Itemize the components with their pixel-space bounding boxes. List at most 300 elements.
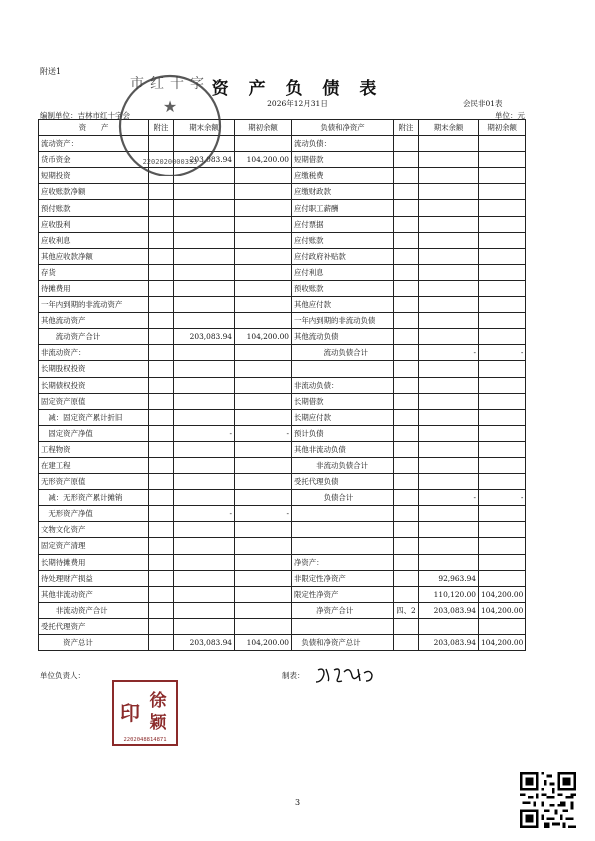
col-end-balance: 期末余额 [419,120,479,136]
svg-text:徐: 徐 [149,691,167,711]
cell-liability-item: 应缴税费 [292,168,394,184]
col-note: 附注 [149,120,174,136]
svg-text:颖: 颖 [149,713,167,733]
cell-liability-note [394,264,419,280]
cell-asset-item: 流动资产合计 [39,329,149,345]
cell-asset-begin-balance [235,248,292,264]
cell-liability-note [394,441,419,457]
cell-liability-end-balance: 203,083.94 [419,635,479,651]
cell-asset-note [149,329,174,345]
cell-asset-begin-balance [235,280,292,296]
cell-liability-end-balance [419,168,479,184]
cell-liability-note [394,152,419,168]
cell-liability-begin-balance [479,393,526,409]
cell-liability-end-balance [419,361,479,377]
cell-liability-begin-balance: 104,200.00 [479,635,526,651]
personal-seal [112,680,178,746]
cell-asset-item: 无形资产净值 [39,506,149,522]
cell-liability-end-balance [419,184,479,200]
cell-asset-item: 其他非流动资产 [39,586,149,602]
cell-liability-note [394,457,419,473]
cell-asset-begin-balance [235,441,292,457]
cell-liability-begin-balance [479,248,526,264]
cell-asset-item: 其他流动资产 [39,313,149,329]
cell-asset-note [149,313,174,329]
cell-asset-end-balance [174,602,235,618]
svg-text:印: 印 [120,701,140,725]
table-row [39,345,526,361]
cell-asset-begin-balance [235,538,292,554]
table-row [39,441,526,457]
cell-asset-note [149,506,174,522]
cell-asset-end-balance [174,490,235,506]
cell-liability-begin-balance [479,313,526,329]
cell-asset-end-balance [174,570,235,586]
cell-liability-begin-balance: 104,200.00 [479,602,526,618]
cell-liability-end-balance [419,200,479,216]
cell-asset-note [149,602,174,618]
table-row [39,554,526,570]
cell-liability-item: 非限定性净资产 [292,570,394,586]
cell-asset-begin-balance [235,522,292,538]
cell-asset-item: 无形资产原值 [39,474,149,490]
cell-liability-item: 流动负债合计 [292,345,394,361]
cell-liability-note [394,345,419,361]
cell-liability-end-balance: 110,120.00 [419,586,479,602]
cell-asset-end-balance: - [174,506,235,522]
cell-liability-note [394,570,419,586]
cell-asset-end-balance [174,586,235,602]
cell-liability-end-balance [419,297,479,313]
cell-asset-end-balance [174,361,235,377]
cell-liability-note [394,297,419,313]
cell-liability-end-balance [419,329,479,345]
cell-asset-end-balance [174,264,235,280]
cell-liability-end-balance [419,152,479,168]
cell-asset-note [149,409,174,425]
cell-asset-begin-balance [235,361,292,377]
cell-asset-item: 流动资产： [39,136,149,152]
cell-asset-note [149,554,174,570]
cell-asset-item: 待处理财产损益 [39,570,149,586]
table-row [39,184,526,200]
cell-asset-end-balance [174,554,235,570]
cell-liability-item: 长期借款 [292,393,394,409]
table-row [39,490,526,506]
cell-asset-end-balance [174,248,235,264]
cell-liability-note [394,168,419,184]
cell-liability-begin-balance [479,425,526,441]
cell-liability-note [394,618,419,634]
cell-liability-item: 其他流动负债 [292,329,394,345]
form-number: 会民非01表 [463,99,503,108]
cell-liability-note [394,409,419,425]
cell-asset-item: 非流动资产合计 [39,602,149,618]
cell-liability-begin-balance [479,232,526,248]
svg-text:2202048814871: 2202048814871 [123,737,167,743]
cell-liability-begin-balance [479,570,526,586]
table-row [39,216,526,232]
cell-asset-item: 一年内到期的非流动资产 [39,297,149,313]
cell-liability-item: 预收账款 [292,280,394,296]
cell-asset-note [149,425,174,441]
table-row [39,570,526,586]
cell-liability-begin-balance: - [479,345,526,361]
cell-liability-note [394,136,419,152]
cell-liability-begin-balance [479,136,526,152]
cell-asset-item: 非流动资产： [39,345,149,361]
cell-liability-begin-balance [479,506,526,522]
cell-liability-end-balance [419,441,479,457]
cell-liability-end-balance [419,425,479,441]
cell-asset-begin-balance [235,618,292,634]
cell-asset-item: 存货 [39,264,149,280]
cell-asset-note [149,474,174,490]
cell-asset-begin-balance [235,554,292,570]
cell-liability-begin-balance [479,152,526,168]
table-row [39,361,526,377]
attachment-label: 附送1 [40,67,62,76]
handwritten-signature [306,664,416,686]
report-date: 2026年12月31日 [267,99,328,108]
cell-asset-item: 长期股权投资 [39,361,149,377]
cell-asset-end-balance [174,441,235,457]
cell-asset-begin-balance [235,264,292,280]
cell-asset-note [149,538,174,554]
cell-liability-item [292,506,394,522]
cell-asset-begin-balance [235,377,292,393]
cell-liability-item: 应缴财政款 [292,184,394,200]
cell-liability-end-balance [419,457,479,473]
cell-asset-note [149,618,174,634]
svg-text:2202020000353: 2202020000353 [142,158,198,166]
official-stamp [100,60,240,176]
cell-asset-begin-balance: - [235,425,292,441]
cell-liability-item: 限定性净资产 [292,586,394,602]
cell-asset-item: 应收账款净额 [39,184,149,200]
col-end-balance: 期末余额 [174,120,235,136]
cell-liability-note [394,506,419,522]
cell-asset-item: 资产总计 [39,635,149,651]
cell-asset-item: 固定资产清理 [39,538,149,554]
cell-asset-begin-balance [235,136,292,152]
cell-liability-item [292,522,394,538]
cell-liability-item: 应付职工薪酬 [292,200,394,216]
table-row [39,280,526,296]
table-row [39,297,526,313]
cell-asset-note [149,248,174,264]
cell-asset-item: 在建工程 [39,457,149,473]
cell-asset-end-balance [174,184,235,200]
cell-liability-item: 一年内到期的非流动负债 [292,313,394,329]
cell-asset-begin-balance: 104,200.00 [235,635,292,651]
cell-asset-note [149,635,174,651]
cell-liability-end-balance [419,618,479,634]
cell-asset-end-balance [174,377,235,393]
cell-liability-begin-balance [479,538,526,554]
cell-liability-begin-balance [479,329,526,345]
cell-asset-note [149,264,174,280]
cell-liability-begin-balance [479,409,526,425]
cell-liability-item: 净资产合计 [292,602,394,618]
cell-liability-note [394,232,419,248]
cell-liability-begin-balance [479,441,526,457]
cell-liability-item: 非流动负债合计 [292,457,394,473]
cell-asset-note [149,297,174,313]
cell-asset-note [149,184,174,200]
cell-liability-begin-balance [479,618,526,634]
currency-unit: 单位：元 [495,111,525,120]
cell-liability-note [394,216,419,232]
cell-asset-note [149,345,174,361]
cell-asset-note [149,490,174,506]
cell-asset-end-balance [174,280,235,296]
cell-asset-begin-balance: - [235,506,292,522]
cell-asset-begin-balance: 104,200.00 [235,329,292,345]
cell-asset-begin-balance [235,393,292,409]
cell-liability-begin-balance [479,168,526,184]
cell-asset-note [149,457,174,473]
cell-liability-note [394,635,419,651]
cell-liability-begin-balance [479,200,526,216]
cell-liability-item: 其他非流动负债 [292,441,394,457]
cell-liability-end-balance: - [419,345,479,361]
cell-liability-begin-balance [479,184,526,200]
cell-asset-begin-balance [235,409,292,425]
cell-asset-item: 待摊费用 [39,280,149,296]
cell-liability-end-balance [419,216,479,232]
cell-liability-note [394,554,419,570]
cell-liability-begin-balance [479,377,526,393]
cell-liability-note [394,586,419,602]
cell-asset-begin-balance [235,200,292,216]
cell-liability-item: 非流动负债： [292,377,394,393]
table-row [39,264,526,280]
cell-asset-note [149,586,174,602]
cell-asset-note [149,441,174,457]
cell-liability-note [394,200,419,216]
table-body [39,136,526,651]
balance-sheet-table [38,119,526,651]
cell-liability-end-balance [419,313,479,329]
cell-liability-note [394,538,419,554]
cell-liability-end-balance [419,409,479,425]
cell-liability-note [394,522,419,538]
cell-asset-end-balance [174,457,235,473]
cell-liability-begin-balance [479,216,526,232]
cell-asset-item: 工程物资 [39,441,149,457]
cell-asset-item: 货币资金 [39,152,149,168]
cell-liability-item: 净资产： [292,554,394,570]
table-row [39,586,526,602]
cell-asset-end-balance [174,313,235,329]
cell-liability-note [394,474,419,490]
cell-liability-end-balance [419,538,479,554]
cell-liability-end-balance [419,393,479,409]
cell-liability-note [394,329,419,345]
cell-asset-item: 受托代理资产 [39,618,149,634]
cell-asset-note [149,361,174,377]
cell-liability-note [394,248,419,264]
cell-asset-item: 文物文化资产 [39,522,149,538]
cell-liability-end-balance: 92,963.94 [419,570,479,586]
col-begin-balance: 期初余额 [479,120,526,136]
cell-liability-begin-balance [479,457,526,473]
cell-asset-begin-balance [235,474,292,490]
cell-liability-item: 流动负债： [292,136,394,152]
cell-asset-item: 减：固定资产累计折旧 [39,409,149,425]
cell-liability-note [394,377,419,393]
cell-liability-note [394,184,419,200]
cell-asset-note [149,393,174,409]
cell-liability-begin-balance: - [479,490,526,506]
cell-asset-end-balance [174,409,235,425]
table-row [39,602,526,618]
table-row [39,232,526,248]
cell-asset-end-balance: 203,083.94 [174,152,235,168]
cell-asset-end-balance [174,522,235,538]
cell-asset-begin-balance [235,586,292,602]
table-row [39,393,526,409]
page-title: 资 产 负 债 表 [211,79,384,99]
cell-liability-item [292,538,394,554]
cell-asset-begin-balance [235,345,292,361]
cell-asset-end-balance [174,618,235,634]
table-row [39,425,526,441]
cell-liability-item: 其他应付款 [292,297,394,313]
cell-asset-begin-balance [235,602,292,618]
cell-liability-end-balance [419,506,479,522]
cell-liability-end-balance [419,264,479,280]
responsible-label: 单位负责人： [40,671,85,680]
cell-asset-item: 预付账款 [39,200,149,216]
table-row [39,635,526,651]
col-asset: 资 产 [39,120,149,136]
cell-liability-item: 预计负债 [292,425,394,441]
cell-asset-begin-balance [235,216,292,232]
cell-liability-item: 负债和净资产总计 [292,635,394,651]
cell-liability-begin-balance [479,297,526,313]
cell-asset-item: 短期投资 [39,168,149,184]
cell-asset-note [149,200,174,216]
cell-liability-end-balance [419,248,479,264]
table-row [39,313,526,329]
cell-liability-item: 负债合计 [292,490,394,506]
cell-liability-item [292,618,394,634]
cell-liability-end-balance [419,136,479,152]
cell-liability-end-balance [419,280,479,296]
cell-liability-end-balance [419,474,479,490]
cell-asset-begin-balance [235,313,292,329]
col-begin-balance: 期初余额 [235,120,292,136]
cell-asset-end-balance: 203,083.94 [174,635,235,651]
cell-liability-begin-balance [479,361,526,377]
cell-asset-note [149,377,174,393]
cell-liability-begin-balance [479,280,526,296]
cell-liability-item: 应付利息 [292,264,394,280]
cell-asset-begin-balance [235,457,292,473]
cell-asset-note [149,216,174,232]
table-row [39,506,526,522]
col-liability: 负债和净资产 [292,120,394,136]
cell-asset-begin-balance [235,232,292,248]
table-row [39,538,526,554]
cell-asset-end-balance [174,345,235,361]
cell-liability-begin-balance [479,554,526,570]
cell-liability-note [394,280,419,296]
cell-asset-end-balance [174,474,235,490]
cell-liability-item: 应付票据 [292,216,394,232]
cell-liability-item: 长期应付款 [292,409,394,425]
cell-asset-end-balance: 203,083.94 [174,329,235,345]
cell-asset-begin-balance [235,297,292,313]
cell-liability-note [394,393,419,409]
cell-liability-item [292,361,394,377]
cell-asset-item: 长期待摊费用 [39,554,149,570]
cell-asset-item: 固定资产净值 [39,425,149,441]
cell-asset-end-balance [174,297,235,313]
table-row [39,248,526,264]
table-row [39,522,526,538]
cell-liability-end-balance: - [419,490,479,506]
table-row [39,200,526,216]
cell-asset-note [149,232,174,248]
preparing-unit: 编制单位：吉林市红十字会 [40,111,130,120]
cell-asset-begin-balance: 104,200.00 [235,152,292,168]
cell-asset-begin-balance [235,490,292,506]
cell-asset-note [149,522,174,538]
cell-liability-note [394,490,419,506]
table-row [39,457,526,473]
cell-liability-end-balance [419,554,479,570]
cell-liability-begin-balance: 104,200.00 [479,586,526,602]
table-row [39,474,526,490]
cell-asset-end-balance [174,216,235,232]
cell-liability-note [394,313,419,329]
cell-liability-note [394,425,419,441]
cell-liability-end-balance [419,232,479,248]
cell-asset-end-balance [174,200,235,216]
cell-asset-begin-balance [235,168,292,184]
cell-liability-end-balance: 203,083.94 [419,602,479,618]
table-row [39,618,526,634]
cell-asset-end-balance [174,538,235,554]
cell-liability-end-balance [419,377,479,393]
cell-asset-item: 减：无形资产累计摊销 [39,490,149,506]
table-row [39,409,526,425]
cell-asset-begin-balance [235,184,292,200]
cell-asset-item: 其他应收款净额 [39,248,149,264]
cell-liability-end-balance [419,522,479,538]
cell-liability-item: 短期借款 [292,152,394,168]
cell-asset-note [149,280,174,296]
cell-liability-item: 应付政府补贴款 [292,248,394,264]
cell-asset-item: 应收股利 [39,216,149,232]
cell-asset-item: 长期债权投资 [39,377,149,393]
col-note: 附注 [394,120,419,136]
cell-liability-begin-balance [479,474,526,490]
cell-liability-note [394,361,419,377]
table-row [39,377,526,393]
cell-liability-note: 四、2 [394,602,419,618]
svg-text:★: ★ [162,97,178,116]
table-row [39,329,526,345]
page-number: 3 [294,798,301,807]
cell-asset-item: 应收利息 [39,232,149,248]
cell-asset-begin-balance [235,570,292,586]
cell-asset-note [149,570,174,586]
cell-asset-item: 固定资产原值 [39,393,149,409]
